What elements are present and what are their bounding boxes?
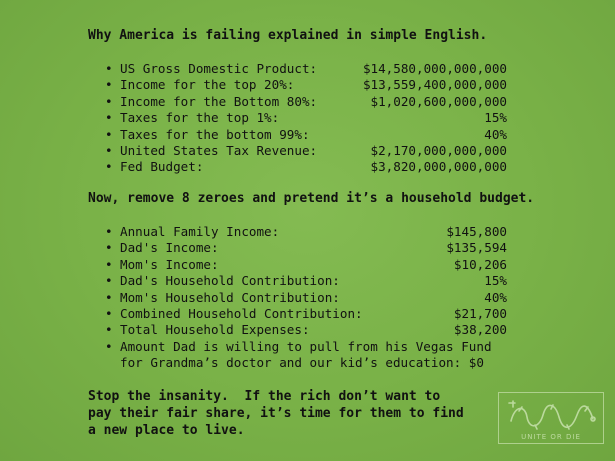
budget-value: $10,206 xyxy=(453,256,507,272)
stat-value: $14,580,000,000,000 xyxy=(362,61,507,76)
unite-or-die-logo xyxy=(498,392,604,444)
bullet-icon: • xyxy=(105,77,113,93)
bullet-icon: • xyxy=(105,240,113,256)
bullet-icon: • xyxy=(105,224,113,239)
stat-value: 15% xyxy=(484,110,507,126)
budget-value: 40% xyxy=(484,289,507,305)
list-item xyxy=(105,77,507,93)
stat-value: $3,820,000,000,000 xyxy=(370,159,507,175)
list-item xyxy=(105,240,507,256)
budget-label: Annual Family Income: xyxy=(120,224,280,239)
stat-value: $13,559,400,000,000 xyxy=(362,77,507,93)
list-item xyxy=(105,61,507,77)
budget-label: Total Household Expenses: xyxy=(120,322,310,338)
bullet-icon: • xyxy=(105,256,113,272)
stat-label: Income for the Bottom 80%: xyxy=(120,93,318,109)
stat-label: Taxes for the top 1%: xyxy=(120,110,280,126)
bullet-icon: • xyxy=(105,305,113,321)
budget-label: Mom's Income: xyxy=(120,256,219,272)
economy-stats-list xyxy=(105,61,507,176)
budget-value: $135,594 xyxy=(446,240,507,256)
bullet-icon: • xyxy=(105,289,113,305)
list-item xyxy=(105,273,507,289)
stat-label: Income for the top 20%: xyxy=(120,77,295,93)
list-item xyxy=(105,127,507,143)
bullet-icon: • xyxy=(105,322,113,338)
bullet-icon: • xyxy=(105,338,113,354)
bullet-icon: • xyxy=(105,142,113,158)
list-item xyxy=(105,257,507,273)
list-item xyxy=(105,159,507,175)
budget-label: Mom's Household Contribution: xyxy=(120,289,340,305)
list-item xyxy=(105,322,507,338)
budget-value: $145,800 xyxy=(446,224,507,239)
list-item xyxy=(105,224,507,240)
budget-value: $21,700 xyxy=(453,305,507,321)
heading-household-budget: Now, remove 8 zeroes and pretend it’s a household budget. xyxy=(88,191,535,206)
list-item xyxy=(105,339,507,372)
logo-text: UNITE OR DIE xyxy=(521,433,581,441)
list-item xyxy=(105,110,507,126)
bullet-icon: • xyxy=(105,159,113,175)
budget-value: $38,200 xyxy=(453,322,507,338)
closing-statement: Stop the insanity. If the rich don’t want to pay their fair share, it’s time for them to find a new place to live. xyxy=(88,389,464,438)
list-item xyxy=(105,306,507,322)
list-item xyxy=(105,143,507,159)
heading-why-america: Why America is failing explained in simple English. xyxy=(88,28,488,43)
budget-value: 15% xyxy=(484,273,507,289)
stat-value: $1,020,600,000,000 xyxy=(370,93,507,109)
bullet-icon: • xyxy=(105,110,113,126)
stat-label: US Gross Domestic Product: xyxy=(120,61,318,76)
list-item xyxy=(105,290,507,306)
vegas-fund-line-2: for Grandma’s doctor and our kid’s education: $0 xyxy=(120,355,484,371)
stat-label: Fed Budget: xyxy=(120,159,204,175)
budget-label: Dad's Income: xyxy=(120,240,219,256)
vegas-fund-line-1: Amount Dad is willing to pull from his Vegas Fund xyxy=(120,338,492,354)
stat-value: $2,170,000,000,000 xyxy=(370,142,507,158)
bullet-icon: • xyxy=(105,61,113,76)
budget-label: Combined Household Contribution: xyxy=(120,305,363,321)
bullet-icon: • xyxy=(105,126,113,142)
stat-value: 40% xyxy=(484,126,507,142)
bullet-icon: • xyxy=(105,93,113,109)
bullet-icon: • xyxy=(105,273,113,289)
household-budget-list xyxy=(105,224,507,372)
list-item xyxy=(105,94,507,110)
stat-label: United States Tax Revenue: xyxy=(120,142,318,158)
budget-label: Dad's Household Contribution: xyxy=(120,273,340,289)
stat-label: Taxes for the bottom 99%: xyxy=(120,126,310,142)
